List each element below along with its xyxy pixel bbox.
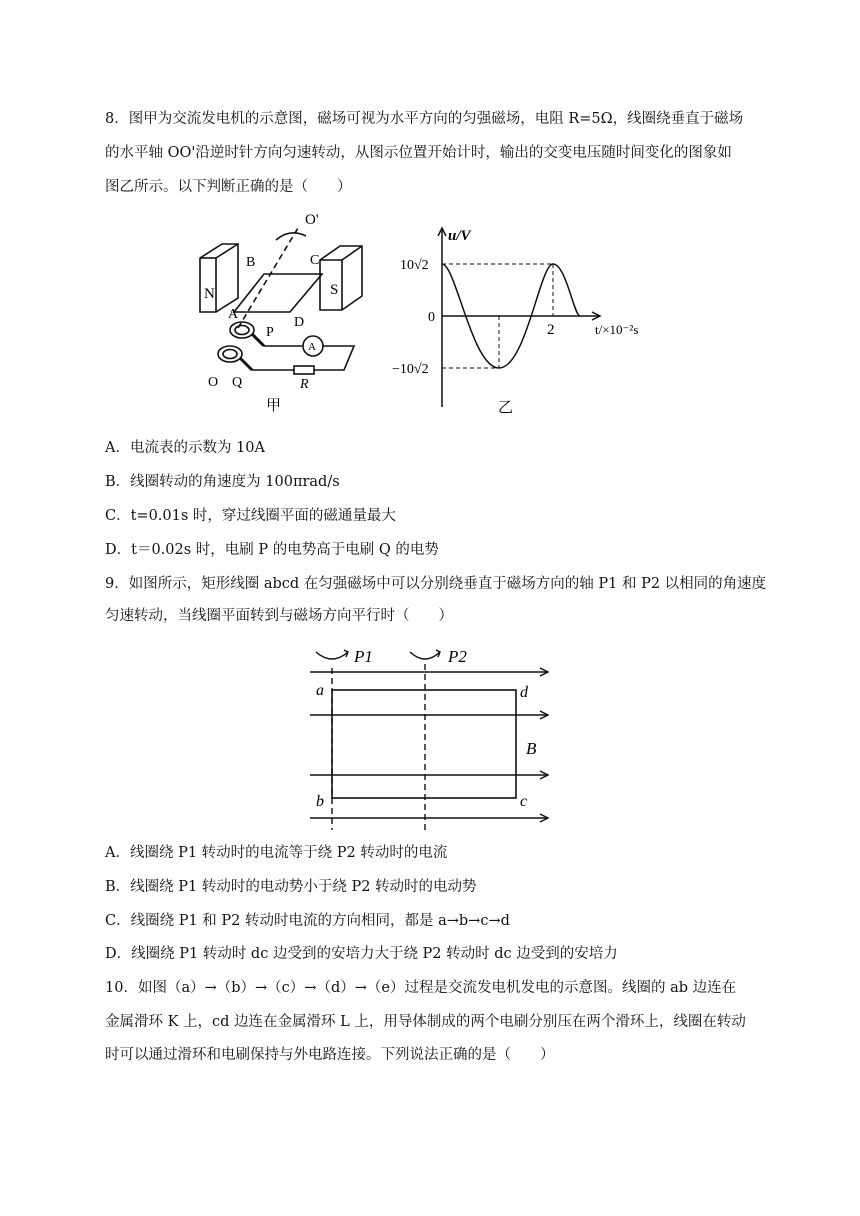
- y-tick-top: 10√2: [400, 258, 429, 273]
- label-c: C: [310, 253, 320, 268]
- label-b: B: [246, 255, 256, 270]
- q8-option-c: C．t=0.01s 时，穿过线圈平面的磁通量最大: [105, 508, 396, 524]
- label-s: S: [330, 282, 339, 298]
- corner-c: c: [520, 793, 528, 810]
- corner-b: b: [316, 793, 324, 810]
- y-axis-label: u/V: [448, 228, 471, 244]
- q9-line-2: 匀速转动，当线圈平面转到与磁场方向平行时（ ）: [105, 608, 453, 624]
- field-label-b: B: [526, 739, 537, 758]
- label-q: Q: [232, 375, 243, 390]
- label-p: P: [266, 325, 274, 340]
- q8-line-3: 图乙所示。以下判断正确的是（ ）: [105, 179, 352, 195]
- corner-d: d: [520, 684, 528, 701]
- caption-yi: 乙: [498, 400, 514, 416]
- ammeter-label: A: [308, 341, 316, 353]
- q10-line-3: 时可以通过滑环和电刷保持与外电路连接。下列说法正确的是（ ）: [105, 1047, 555, 1063]
- resistor-label: R: [300, 377, 309, 392]
- corner-a: a: [316, 682, 324, 699]
- q8-option-b: B．线圈转动的角速度为 100πrad/s: [105, 474, 340, 490]
- y-tick-zero: 0: [428, 310, 435, 325]
- q9-option-d: D．线圈绕 P1 转动时 dc 边受到的安培力大于绕 P2 转动时 dc 边受到的安培力: [105, 946, 618, 962]
- label-a: A: [228, 307, 239, 322]
- q9-line-1: 9．如图所示，矩形线圈 abcd 在匀强磁场中可以分别绕垂直于磁场方向的轴 P1 和 P2 以相同的角速度: [105, 576, 767, 592]
- label-d: D: [294, 315, 305, 330]
- label-p1: P1: [354, 647, 373, 666]
- label-n: N: [204, 286, 215, 302]
- q8-line-1: 8．图甲为交流发电机的示意图，磁场可视为水平方向的匀强磁场，电阻 R=5Ω，线圈绕垂直于磁场: [105, 111, 744, 127]
- q9-option-a: A．线圈绕 P1 转动时的电流等于绕 P2 转动时的电流: [105, 845, 448, 861]
- q10-line-1: 10．如图（a）→（b）→（c）→（d）→（e）过程是交流发电机发电的示意图。线圈的 ab 边连在: [105, 980, 737, 996]
- y-tick-bottom: −10√2: [392, 362, 429, 377]
- q10-line-2: 金属滑环 K 上，cd 边连在金属滑环 L 上，用导体制成的两个电刷分别压在两个滑环上，线圈在转动: [105, 1014, 746, 1030]
- x-tick-2: 2: [547, 322, 555, 338]
- q9-option-b: B．线圈绕 P1 转动时的电动势小于绕 P2 转动时的电动势: [105, 879, 477, 895]
- caption-jia: 甲: [266, 398, 282, 414]
- q9-option-c: C．线圈绕 P1 和 P2 转动时电流的方向相同，都是 a→b→c→d: [105, 913, 510, 929]
- q8-option-a: A．电流表的示数为 10A: [105, 440, 266, 456]
- label-p2: P2: [448, 647, 467, 666]
- q8-option-d: D．t＝0.02s 时，电刷 P 的电势高于电刷 Q 的电势: [105, 542, 439, 558]
- voltage-graph: [390, 222, 680, 418]
- q8-line-2: 的水平轴 OO'沿逆时针方向匀速转动，从图示位置开始计时，输出的交变电压随时间变化的图象如: [105, 145, 732, 161]
- x-axis-label: t/×10⁻²s: [595, 322, 639, 337]
- rectangular-coil-diagram: [300, 640, 560, 834]
- label-o-prime: O': [305, 212, 319, 228]
- label-o: O: [208, 375, 219, 390]
- generator-diagram: [190, 208, 370, 416]
